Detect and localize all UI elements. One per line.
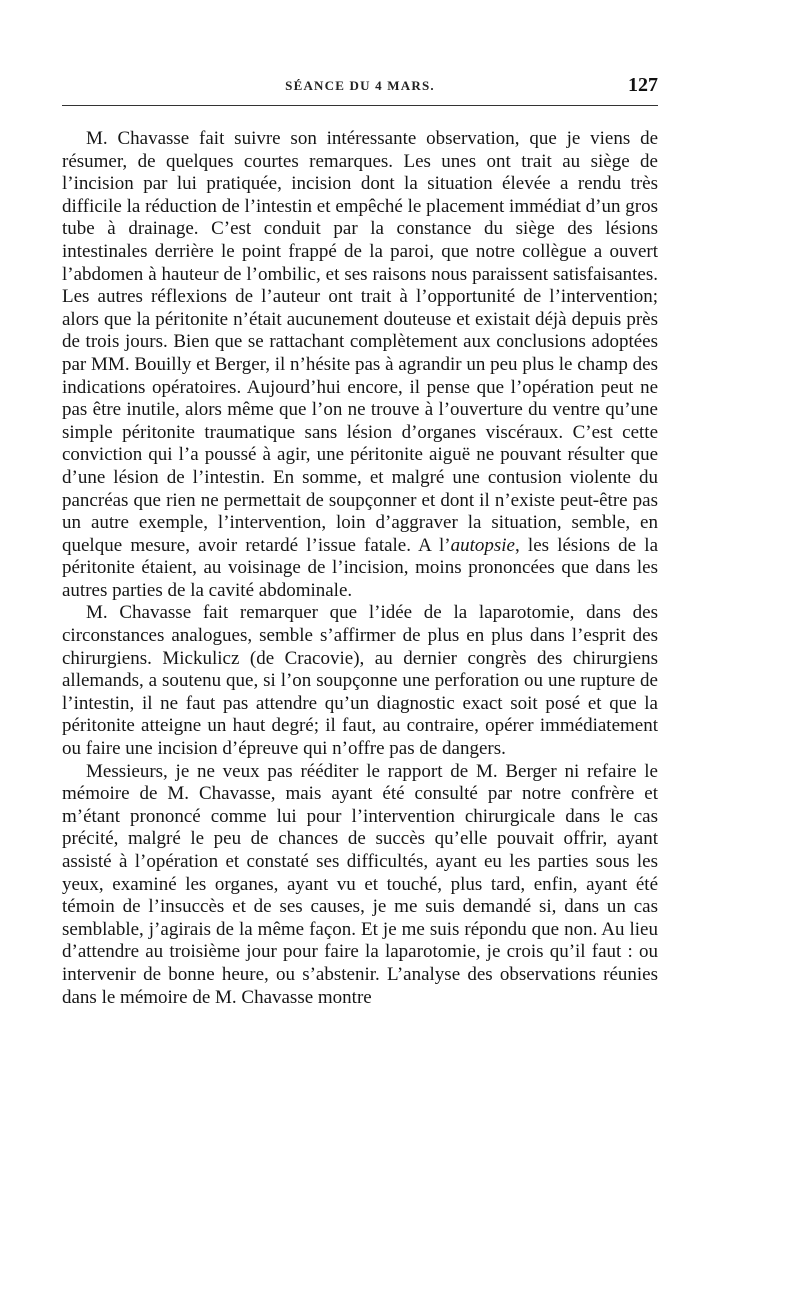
header-rule xyxy=(62,105,658,106)
italic-term-autopsie: autopsie xyxy=(450,534,515,556)
paragraph-text-part: , les lésions de la péritonite étaient, au voisinage de l’incision, moins prononcées que dans les autres parties de la cavité abdominale. xyxy=(62,534,658,601)
running-head: SÉANCE DU 4 MARS. xyxy=(285,78,435,93)
paragraph-laparotomy-idea: M. Chavasse fait remarquer que l’idée de la laparotomie, dans des circonstances analogues, semble s’affirmer de plus en plus dans l’esprit des chirurgiens. Mickulicz (de Cracovie), au dernier congrès des chirurgiens allemands, a soutenu que, si l’on soupçonne une perforation ou une rupture de l’intestin, il ne faut pas attendre qu’un diagnostic exact soit posé et que la péritonite atteigne un haut degré; il faut, au contraire, opérer immédiatement ou faire une incision d’épreuve qui n’offre pas de dangers. xyxy=(62,602,658,760)
paragraph-messieurs: Messieurs, je ne veux pas rééditer le rapport de M. Berger ni refaire le mémoire de M. Chavasse, mais ayant été consulté par notre confrère et m’étant prononcé comme lui pour l’intervention chirurgicale dans le cas précité, malgré le peu de chances de succès qu’elle pouvait offrir, ayant assisté à l’opération et constaté ses difficultés, ayant eu les parties sous les yeux, examiné les organes, ayant vu et touché, plus tard, enfin, ayant été témoin de l’insuccès et de ses causes, je me suis demandé si, dans un cas semblable, j’agirais de la même façon. Et je me suis répondu que non. Au lieu d’attendre au troisième jour pour faire la laparotomie, je crois qu’il faut : ou intervenir de bonne heure, ou s’abstenir. L’analyse des observations réunies dans le mémoire de M. Chavasse montre xyxy=(62,760,658,1008)
body-text xyxy=(62,128,658,1009)
paragraph-chavasse-remarks xyxy=(62,128,658,602)
page-number: 127 xyxy=(628,74,658,96)
page-header xyxy=(62,76,658,100)
paragraph-text-part: M. Chavasse fait suivre son intéressante observation, que je viens de résumer, de quelques courtes remarques. Les unes ont trait au siège de l’incision par lui pratiquée, incision dont la situation élevée a rendu très difficile la réduction de l’intestin et empêché le placement immédiat d’un gros tube à drainage. C’est conduit par la constance du siège des lésions intestinales derrière le point frappé de la paroi, que notre collègue a ouvert l’abdomen à hauteur de l’ombilic, et ses raisons nous paraissent satisfaisantes. Les autres réflexions de l’auteur ont trait à l’opportunité de l’intervention; alors que la péritonite n’était aucunement douteuse et existait déjà depuis près de trois jours. Bien que se rattachant complètement aux conclusions adoptées par MM. Bouilly et Berger, il n’hésite pas à agrandir un peu plus le champ des indications opératoires. Aujourd’hui encore, il pense que l’opération peut ne pas être inutile, alors même que l’on ne trouve à l’ouverture du ventre qu’une simple péritonite traumatique sans lésion d’organes viscéraux. C’est cette conviction qui l’a poussé à agir, une péritonite aiguë ne pouvant résulter que d’une lésion de l’intestin. En somme, et malgré une contusion violente du pancréas que rien ne permettait de soupçonner et dont il n’existe peut-être pas un autre exemple, l’intervention, loin d’aggraver la situation, semble, en quelque mesure, avoir retardé l’issue fatale. A l’ xyxy=(62,128,658,556)
